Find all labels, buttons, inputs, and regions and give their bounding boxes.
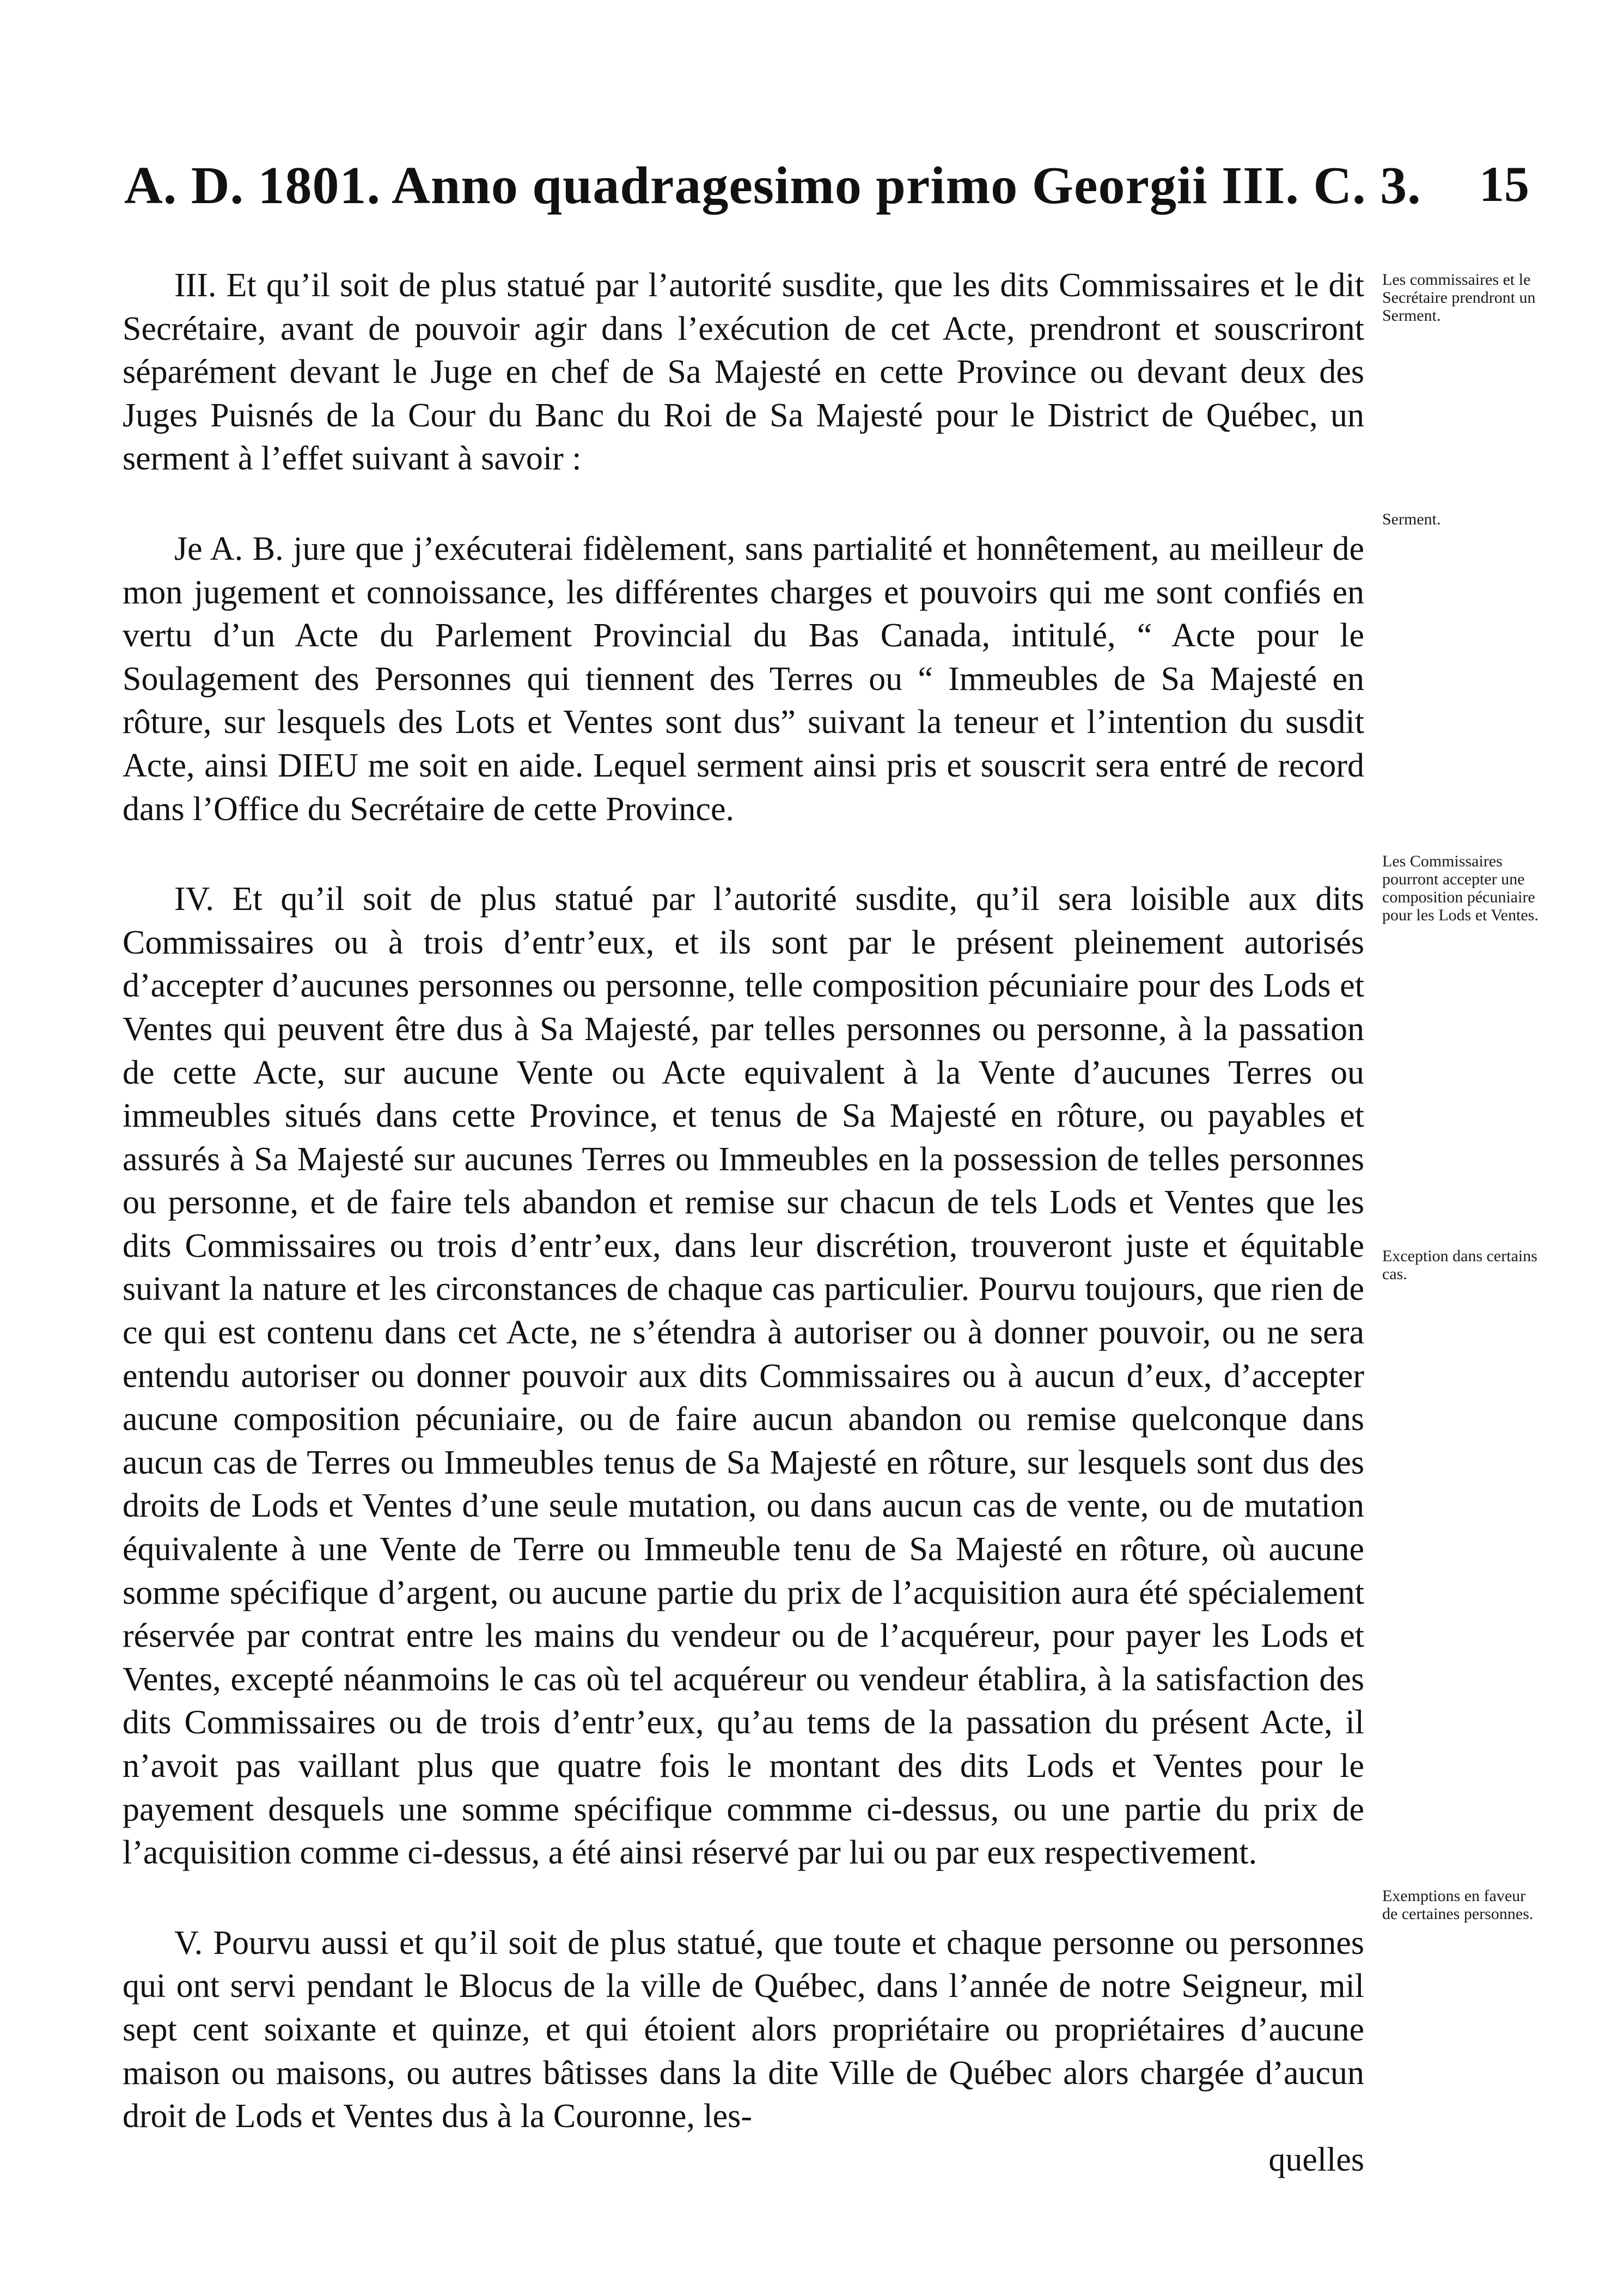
section-iii: III. Et qu’il soit de plus statué par l’autorité susdite, que les dits Commissaires et le dit Secrétaire, avant de pouvoir agir dans l’exécution de cet Acte, prendront et souscriront séparément devant le Juge en chef de Sa Majesté en cette Province ou devant deux des Juges Puisnés de la Cour du Banc du Roi de Sa Majesté pour le District de Québec, un serment à l’effet suivant à savoir : — [123, 267, 1364, 478]
margin-note-serment: Serment. — [1382, 510, 1441, 528]
page-header — [124, 155, 1529, 226]
oath-paragraph: Je A. B. jure que j’exécuterai fidèlement, sans partialité et honnêtement, au meilleur de mon jugement et connoissance, les différentes charges et pouvoirs qui me sont confiés en vertu d’un Acte du Parlement Provincial du Bas Canada, intitulé, “ Acte pour le Soulagement des Personnes qui tiennent des Terres ou “ Immeubles de Sa Majesté en rôture, sur lesquels des Lots et Ventes sont dus” suivant la teneur et l’intention du susdit Acte, ainsi DIEU me soit en aide. Lequel serment ainsi pris et souscrit sera entré de record dans l’Office du Secrétaire de cette Province. — [123, 530, 1364, 828]
margin-note-composition: Les Commissaires pourront accepter une composition pécuniaire pour les Lods et Ventes. — [1382, 852, 1538, 924]
catchword: quelles — [1268, 2141, 1364, 2178]
section-iv: IV. Et qu’il soit de plus statué par l’autorité susdite, qu’il sera loisible aux dits Commissaires ou à trois d’entr’eux, et ils sont par le présent pleinement autorisés d’accepter d’aucunes personnes ou personne, telle composition pécuniaire pour des Lods et Ventes qui peuvent être dus à Sa Majesté, par telles personnes ou personne, à la passation de cette Acte, sur aucune Vente ou Acte equivalent à la Vente d’aucunes Terres ou immeubles situés dans cette Province, et tenus de Sa Majesté en rôture, ou payables et assurés à Sa Majesté sur aucunes Terres ou Immeubles en la possession de telles personnes ou personne, et de faire tels abandon et remise sur chacun de tels Lods et Ventes que les dits Commissaires ou trois d’entr’eux, dans leur discrétion, trouveront juste et équitable suivant la nature et les circonstances de chaque cas particulier. Pourvu toujours, que rien de ce qui est contenu dans cet Acte, ne s’étendra à autoriser ou à donner pouvoir, ou ne sera entendu autoriser ou donner pouvoir aux dits Commissaires ou à aucun d’eux, d’accepter aucune composition pécuniaire, ou de faire aucun abandon ou remise quelconque dans aucun cas de Terres ou Immeubles tenus de Sa Majesté en rôture, sur lesquels sont dus des droits de Lods et Ventes d’une seule mutation, ou dans aucun cas de vente, ou de mutation équivalente à une Vente de Terre ou Immeuble tenu de Sa Majesté en rôture, où aucune somme spécifique d’argent, ou aucune partie du prix de l’acquisition aura été spécialement réservée par contrat entre les mains du vendeur ou de l’acquéreur, pour payer les Lods et Ventes, excepté néanmoins le cas où tel acquéreur ou vendeur établira, à la satisfaction des dits Commissaires ou de trois d’entr’eux, qu’au tems de la passation du présent Acte, il n’avoit pas vaillant plus que quatre fois le montant des dits Lods et Ventes pour le payement desquels une somme spécifique commme ci-dessus, ou une partie du prix de l’acquisition comme ci-dessus, a été ainsi réservé par lui ou par eux respectivement. — [123, 881, 1364, 1872]
running-title: A. D. 1801. Anno quadragesimo primo Georgii III. C. 3. — [124, 156, 1421, 215]
margin-note-commissioners-oath: Les commissaires et le Secrétaire prendront un Serment. — [1382, 271, 1536, 325]
main-text — [123, 264, 1364, 2182]
margin-note-exception: Exception dans certains cas. — [1382, 1247, 1537, 1283]
margin-note-exemptions: Exemptions en faveur de certaines personnes. — [1382, 1887, 1534, 1923]
page-number: 15 — [1479, 156, 1529, 212]
section-v: V. Pourvu aussi et qu’il soit de plus statué, que toute et chaque personne ou personnes qui ont servi pendant le Blocus de la ville de Québec, dans l’année de notre Seigneur, mil sept cent soixante et quinze, et qui étoient alors propriétaire ou propriétaires d’aucune maison ou maisons, ou autres bâtisses dans la dite Ville de Québec alors chargée d’aucun droit de Lods et Ventes dus à la Couronne, les- — [123, 1924, 1364, 2135]
